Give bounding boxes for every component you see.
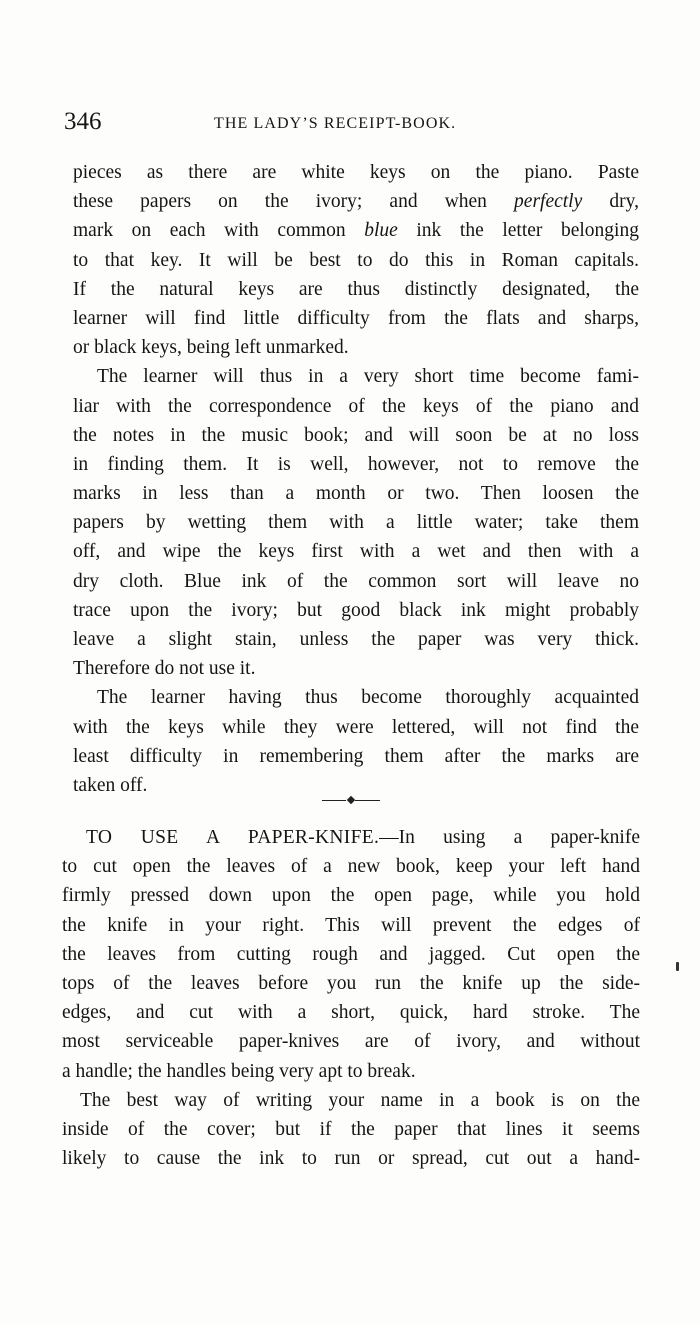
- text-line: the notes in the music book; and will soon be at no loss: [73, 424, 639, 446]
- text-line: inside of the cover; but if the paper that lines it seems: [62, 1118, 640, 1140]
- text-line: or black keys, being left unmarked.: [73, 337, 349, 359]
- divider-rule: [355, 800, 380, 801]
- text-line: likely to cause the ink to run or spread, cut out a hand-: [62, 1148, 640, 1170]
- text-line: Therefore do not use it.: [73, 658, 256, 680]
- text-line: the knife in your right. This will prevent the edges of: [62, 914, 640, 936]
- text-line: The best way of writing your name in a book is on the: [80, 1089, 640, 1111]
- text-line: marks in less than a month or two. Then loosen the: [73, 483, 639, 505]
- text-line: off, and wipe the keys first with a wet and then with a: [73, 541, 639, 563]
- text-line: learner will find little difficulty from the flats and sharps,: [73, 307, 639, 329]
- text-line: most serviceable paper-knives are of ivory, and without: [62, 1031, 640, 1053]
- text-line: papers by wetting them with a little water; take them: [73, 512, 639, 534]
- text-line: dry cloth. Blue ink of the common sort will leave no: [73, 570, 639, 592]
- running-title: THE LADY’S RECEIPT-BOOK.: [214, 115, 457, 132]
- text-line: to that key. It will be best to do this in Roman capitals.: [73, 249, 639, 271]
- text-line: a handle; the handles being very apt to break.: [62, 1060, 416, 1082]
- text-line: mark on each with common blue ink the letter belonging: [73, 220, 639, 242]
- text-line: least difficulty in remembering them after the marks are: [73, 745, 639, 767]
- text-line: tops of the leaves before you run the knife up the side-: [62, 972, 640, 994]
- text-line: in finding them. It is well, however, not to remove the: [73, 453, 639, 475]
- text-line: trace upon the ivory; but good black ink might probably: [73, 599, 639, 621]
- text-line: with the keys while they were lettered, will not find the: [73, 716, 639, 738]
- text-line: firmly pressed down upon the open page, while you hold: [62, 885, 640, 907]
- emphasis-perfectly: perfectly: [514, 191, 583, 213]
- section-heading: TO USE A PAPER-KNIFE.: [86, 827, 380, 848]
- text-line: The learner having thus become thoroughly acquainted: [97, 687, 639, 709]
- divider-diamond-icon: [347, 796, 355, 804]
- divider-rule: [322, 800, 346, 801]
- paper-knife-section: [62, 823, 640, 1173]
- text-line: to cut open the leaves of a new book, keep your left hand: [62, 856, 640, 878]
- page-number: 346: [64, 108, 102, 135]
- text-line: pieces as there are white keys on the piano. Paste: [73, 162, 639, 183]
- emphasis-blue: blue: [364, 220, 398, 242]
- body-text: [73, 158, 639, 800]
- text-line: If the natural keys are thus distinctly designated, the: [73, 278, 639, 300]
- page-header: [64, 104, 644, 140]
- text-line: TO USE A PAPER-KNIFE.—In using a paper-knife: [86, 827, 640, 848]
- margin-ink-mark: [676, 962, 679, 971]
- text-line: taken off.: [73, 774, 148, 796]
- text-line: liar with the correspondence of the keys of the piano and: [73, 395, 639, 417]
- section-divider: [322, 794, 380, 808]
- text-line: these papers on the ivory; and when perfectly dry,: [73, 191, 639, 213]
- text-line: The learner will thus in a very short time become fami-: [97, 366, 639, 388]
- text-line: the leaves from cutting rough and jagged. Cut open the: [62, 943, 640, 965]
- text-line: leave a slight stain, unless the paper was very thick.: [73, 629, 639, 650]
- text-line: edges, and cut with a short, quick, hard stroke. The: [62, 1002, 640, 1024]
